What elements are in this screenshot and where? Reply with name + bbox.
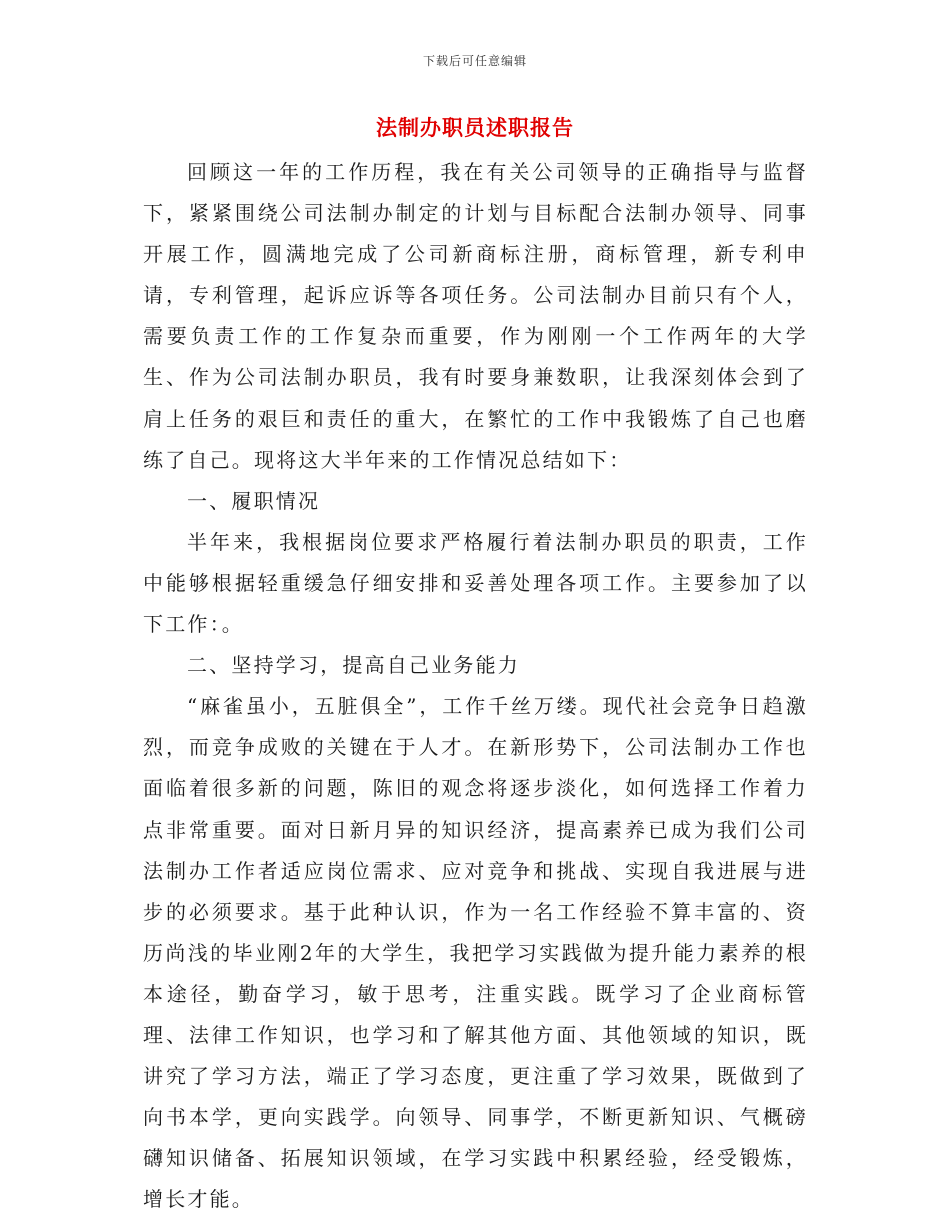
document-title: 法制办职员述职报告	[376, 115, 574, 140]
section-heading-duties: 一、履职情况	[187, 488, 321, 513]
paragraph-review: 回顾这一年的工作历程，我在有关公司领导的正确指导与监督下，紧紧围绕公司法制办制定的计划与目标配合法制办领导、同事开展工作，圆满地完成了公司新商标注册，商标管理，新专利申请，专利管理，起诉应诉等各项任务。公司法制办目前只有个人，需要负责工作的工作复杂而重要，作为刚刚一个工作两年的大学生、作为公司法制办职员，我有时要身兼数职，让我深刻体会到了肩上任务的艰巨和责任的重大，在繁忙的工作中我锻炼了自己也磨练了自己。现将这大半年来的工作情况总结如下：	[143, 160, 808, 472]
paragraph-duties: 半年来，我根据岗位要求严格履行着法制办职员的职责，工作中能够根据轻重缓急仔细安排和妥善处理各项工作。主要参加了以下工作：。	[143, 529, 808, 637]
paragraph-learning: “麻雀虽小，五脏俱全”，工作千丝万缕。现代社会竞争日趋激烈，而竞争成败的关键在于人才。在新形势下，公司法制办工作也面临着很多新的问题，陈旧的观念将逐步淡化，如何选择工作着力点非常重要。面对日新月异的知识经济，提高素养已成为我们公司法制办工作者适应岗位需求、应对竞争和挑战、实现自我进展与进步的必须要求。基于此种认识，作为一名工作经验不算丰富的、资历尚浅的毕业刚2年的大学生，我把学习实践做为提升能力素养的根本途径，勤奋学习，敏于思考，注重实践。既学习了企业商标管理、法律工作知识，也学习和了解其他方面、其他领域的知识，既讲究了学习方法，端正了学习态度，更注重了学习效果，既做到了向书本学，更向实践学。向领导、同事学，不断更新知识、气概磅礴知识储备、拓展知识领域，在学习实践中积累经验，经受锻炼，增长才能。	[143, 694, 808, 1212]
document-body	[143, 152, 808, 1220]
section-heading-learning: 二、坚持学习，提高自己业务能力	[187, 653, 520, 678]
header-note: 下载后可任意编辑	[422, 54, 527, 68]
